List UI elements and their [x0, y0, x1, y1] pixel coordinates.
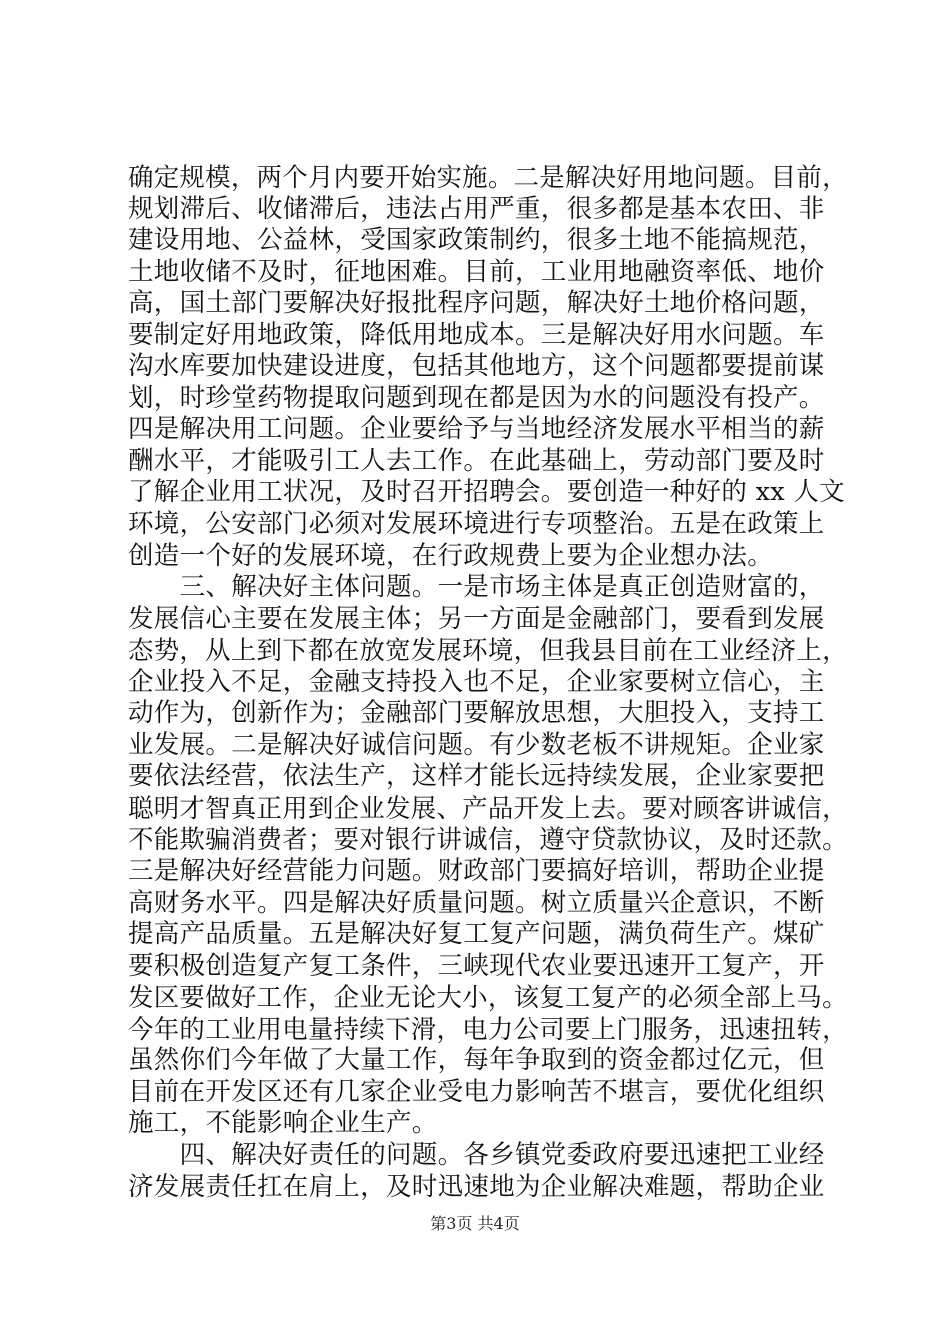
text-line: 高，国土部门要解决好报批程序问题，解决好土地价格问题， — [128, 288, 825, 319]
text-line: 今年的工业用电量持续下滑，电力公司要上门服务，迅速扭转， — [128, 1013, 848, 1044]
text-line: 发区要做好工作，企业无论大小，该复工复产的必须全部上马。 — [128, 982, 848, 1013]
text-line: 业发展。二是解决好诚信问题。有少数老板不讲规矩。企业家 — [128, 729, 825, 760]
text-line: 了解企业用工状况，及时召开招聘会。要创造一种好的 xx 人文 — [128, 477, 845, 508]
text-line: 动作为，创新作为；金融部门要解放思想，大胆投入，支持工 — [128, 698, 825, 729]
text-line: 聪明才智真正用到企业发展、产品开发上去。要对顾客讲诚信， — [128, 792, 848, 823]
text-line: 环境，公安部门必须对发展环境进行专项整治。五是在政策上 — [128, 509, 825, 540]
text-line: 四是解决用工问题。企业要给予与当地经济发展水平相当的薪 — [128, 414, 825, 445]
text-line: 要依法经营，依法生产，这样才能长远持续发展，企业家要把 — [128, 761, 825, 792]
text-line: 提高产品质量。五是解决好复工复产问题，满负荷生产。煤矿 — [128, 919, 825, 950]
text-line: 三是解决好经营能力问题。财政部门要搞好培训，帮助企业提 — [128, 856, 825, 887]
text-line: 确定规模，两个月内要开始实施。二是解决好用地问题。目前， — [128, 162, 848, 192]
text-line: 沟水库要加快建设进度，包括其他地方，这个问题都要提前谋 — [128, 351, 825, 382]
text-line: 创造一个好的发展环境，在行政规费上要为企业想办法。 — [128, 540, 774, 571]
text-line: 高财务水平。四是解决好质量问题。树立质量兴企意识，不断 — [128, 887, 825, 918]
text-line: 态势，从上到下都在放宽发展环境，但我县目前在工业经济上， — [128, 635, 848, 666]
document-body — [128, 162, 848, 1203]
text-line: 发展信心主要在发展主体；另一方面是金融部门，要看到发展 — [128, 603, 825, 634]
text-line: 酬水平，才能吸引工人去工作。在此基础上，劳动部门要及时 — [128, 445, 825, 476]
text-line: 不能欺骗消费者；要对银行讲诚信，遵守贷款协议，及时还款。 — [128, 824, 848, 855]
text-line: 要积极创造复产复工条件，三峡现代农业要迅速开工复产，开 — [128, 950, 825, 981]
text-line: 企业投入不足，金融支持投入也不足，企业家要树立信心，主 — [128, 666, 825, 697]
text-line: 四、解决好责任的问题。各乡镇党委政府要迅速把工业经 — [128, 1139, 825, 1170]
text-line: 划，时珍堂药物提取问题到现在都是因为水的问题没有投产。 — [128, 382, 825, 413]
text-line: 济发展责任扛在肩上，及时迅速地为企业解决难题，帮助企业 — [128, 1171, 825, 1202]
page-footer: 第3页 共4页 — [430, 1214, 520, 1233]
text-line: 建设用地、公益林，受国家政策制约，很多土地不能搞规范， — [128, 225, 825, 256]
text-line: 目前在开发区还有几家企业受电力影响苦不堪言，要优化组织 — [128, 1076, 825, 1107]
text-line: 要制定好用地政策，降低用地成本。三是解决好用水问题。车 — [128, 319, 825, 350]
text-line: 三、解决好主体问题。一是市场主体是真正创造财富的， — [128, 572, 825, 603]
text-line: 规划滞后、收储滞后，违法占用严重，很多都是基本农田、非 — [128, 193, 825, 224]
text-line: 虽然你们今年做了大量工作，每年争取到的资金都过亿元，但 — [128, 1045, 825, 1076]
text-line: 土地收储不及时，征地困难。目前，工业用地融资率低、地价 — [128, 256, 825, 287]
text-line: 施工，不能影响企业生产。 — [128, 1108, 438, 1139]
